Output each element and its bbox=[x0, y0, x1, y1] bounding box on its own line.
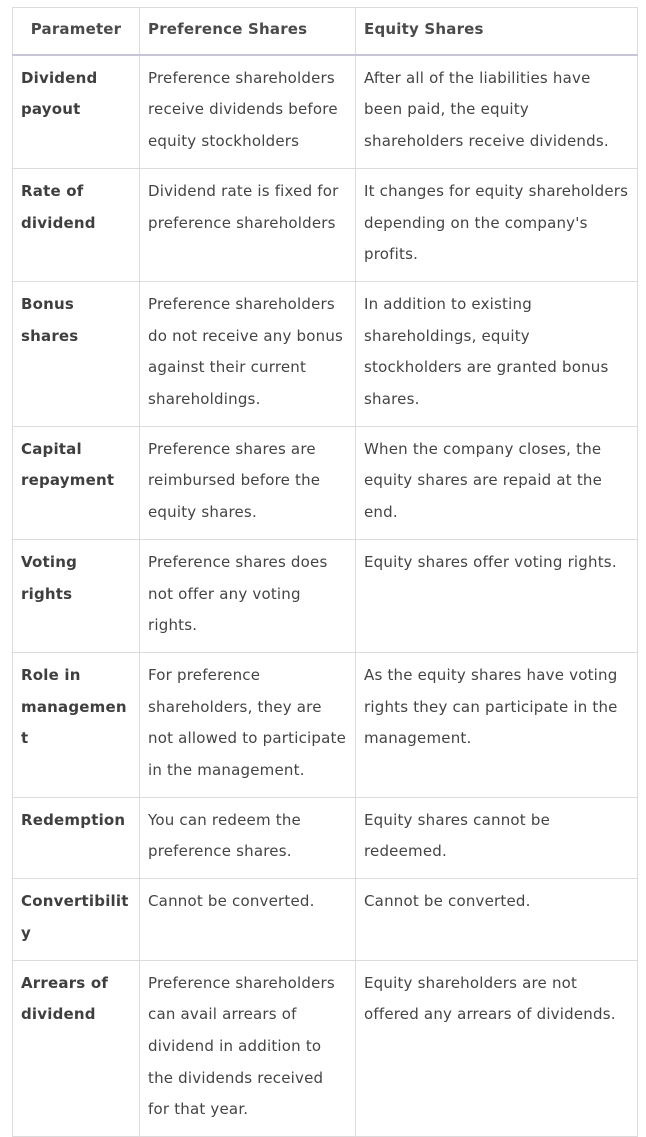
equity-cell: Equity shares offer voting rights. bbox=[356, 539, 638, 652]
equity-cell: Equity shareholders are not offered any arrears of dividends. bbox=[356, 960, 638, 1137]
comparison-table bbox=[12, 7, 638, 1137]
equity-cell: After all of the liabilities have been paid, the equity shareholders receive dividends. bbox=[356, 55, 638, 169]
equity-cell: In addition to existing shareholdings, equity stockholders are granted bonus shares. bbox=[356, 281, 638, 426]
preference-cell: Preference shareholders can avail arrears of dividend in addition to the dividends received for that year. bbox=[140, 960, 356, 1137]
preference-cell: Preference shares are reimbursed before the equity shares. bbox=[140, 426, 356, 539]
equity-cell: It changes for equity shareholders depending on the company's profits. bbox=[356, 168, 638, 281]
preference-cell: Cannot be converted. bbox=[140, 879, 356, 960]
parameter-cell: Redemption bbox=[13, 797, 140, 878]
preference-cell: Preference shareholders do not receive any bonus against their current shareholdings. bbox=[140, 281, 356, 426]
equity-cell: When the company closes, the equity shares are repaid at the end. bbox=[356, 426, 638, 539]
table-row bbox=[13, 960, 638, 1137]
table-row bbox=[13, 539, 638, 652]
header-equity-shares: Equity Shares bbox=[356, 8, 638, 55]
header-preference-shares: Preference Shares bbox=[140, 8, 356, 55]
equity-cell: Cannot be converted. bbox=[356, 879, 638, 960]
preference-cell: You can redeem the preference shares. bbox=[140, 797, 356, 878]
parameter-cell: Capital repayment bbox=[13, 426, 140, 539]
table-row bbox=[13, 652, 638, 797]
parameter-cell: Bonus shares bbox=[13, 281, 140, 426]
table-row bbox=[13, 281, 638, 426]
equity-cell: Equity shares cannot be redeemed. bbox=[356, 797, 638, 878]
table-row bbox=[13, 55, 638, 169]
parameter-cell: Rate of dividend bbox=[13, 168, 140, 281]
parameter-cell: Arrears of dividend bbox=[13, 960, 140, 1137]
table-body bbox=[13, 55, 638, 1137]
table-header bbox=[13, 8, 638, 55]
parameter-cell: Voting rights bbox=[13, 539, 140, 652]
table-row bbox=[13, 168, 638, 281]
header-row bbox=[13, 8, 638, 55]
parameter-cell: Role in management bbox=[13, 652, 140, 797]
equity-cell: As the equity shares have voting rights they can participate in the management. bbox=[356, 652, 638, 797]
preference-cell: Preference shareholders receive dividends before equity stockholders bbox=[140, 55, 356, 169]
preference-cell: For preference shareholders, they are not allowed to participate in the management. bbox=[140, 652, 356, 797]
table-row bbox=[13, 426, 638, 539]
comparison-table-container bbox=[12, 7, 637, 1137]
preference-cell: Dividend rate is fixed for preference shareholders bbox=[140, 168, 356, 281]
table-row bbox=[13, 797, 638, 878]
preference-cell: Preference shares does not offer any voting rights. bbox=[140, 539, 356, 652]
header-parameter: Parameter bbox=[13, 8, 140, 55]
parameter-cell: Convertibility bbox=[13, 879, 140, 960]
parameter-cell: Dividend payout bbox=[13, 55, 140, 169]
table-row bbox=[13, 879, 638, 960]
